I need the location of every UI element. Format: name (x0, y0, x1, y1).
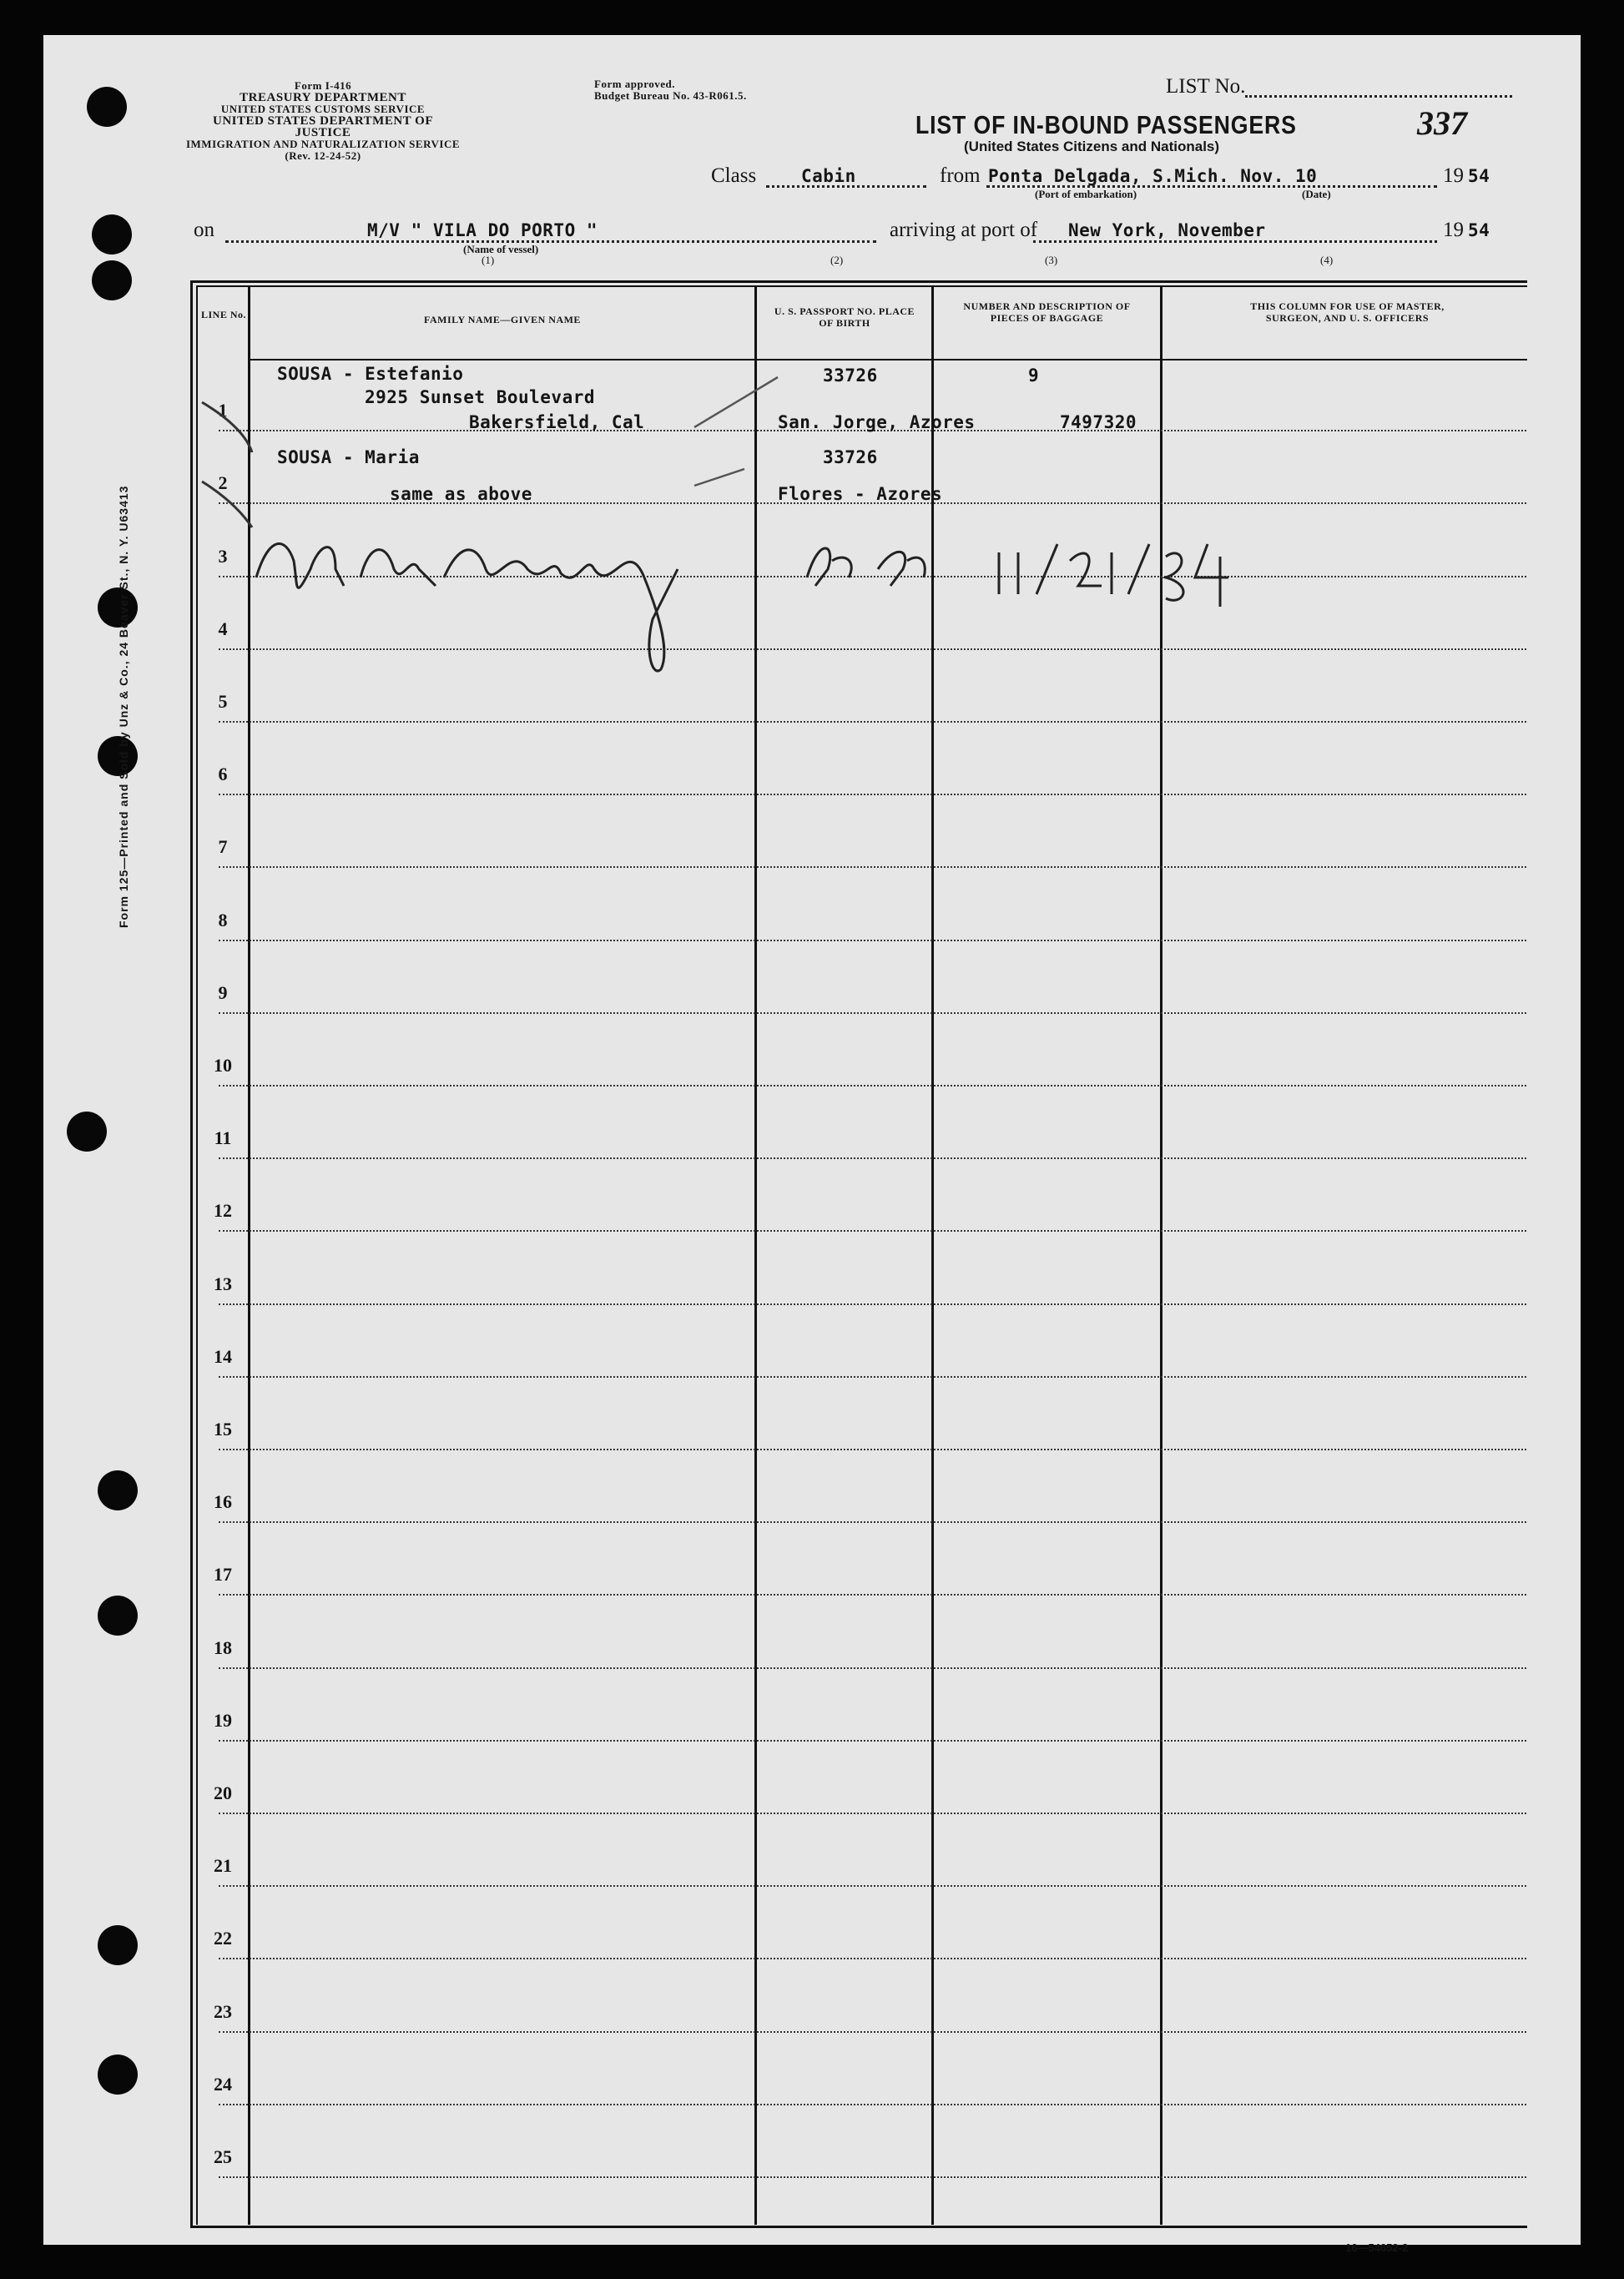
baggage-count: 9 (1028, 366, 1040, 386)
header-baggage: NUMBER AND DESCRIPTION OF PIECES OF BAGGAGE (963, 300, 1131, 324)
line-number: 10 (214, 1055, 232, 1076)
line-number: 23 (214, 2000, 232, 2022)
signature-date (999, 544, 1228, 607)
footer-code: 16—54652-2 (1345, 2241, 1409, 2254)
port-caption: (Port of embarkation) (1035, 188, 1137, 200)
pencil-tick (694, 377, 778, 427)
service-name: IMMIGRATION AND NATURALIZATION SERVICE (185, 138, 461, 150)
class-value: Cabin (801, 166, 856, 186)
pencil-checkmark (202, 482, 252, 527)
line-number: 9 (218, 981, 228, 1003)
header-passport: U. S. PASSPORT NO. PLACE OF BIRTH (774, 305, 915, 329)
vessel-name: M/V " VILA DO PORTO " (367, 220, 598, 240)
line-number: 19 (214, 1709, 232, 1731)
line-number: 6 (218, 764, 228, 785)
line-number: 2 (218, 472, 228, 494)
passenger-address: Bakersfield, Cal (469, 412, 645, 432)
arriving-label: arriving at port of (890, 219, 1038, 241)
column-index: (1) (482, 254, 495, 266)
year-value: 54 (1468, 166, 1490, 186)
passport-number: 33726 (823, 447, 878, 467)
department-name: TREASURY DEPARTMENT (240, 91, 406, 104)
form-number: Form I-416 (294, 79, 352, 92)
line-number: 8 (218, 909, 228, 930)
signature-stroke (256, 544, 678, 671)
line-number: 20 (214, 1782, 232, 1803)
year-prefix: 19 (1443, 164, 1464, 187)
vessel-caption: (Name of vessel) (463, 243, 539, 255)
pencil-checkmark (202, 402, 252, 452)
passport-number: 33726 (823, 366, 878, 386)
line-number: 25 (214, 2146, 232, 2167)
passenger-address: same as above (390, 484, 532, 504)
year-value: 54 (1468, 220, 1490, 240)
header-line-no: LINE No. (200, 309, 246, 320)
arrival-port: New York, November (1068, 220, 1266, 240)
pencil-tick (694, 469, 744, 486)
column-index: (4) (1320, 254, 1334, 266)
signature-stroke (807, 548, 925, 586)
header-officers-column: THIS COLUMN FOR USE OF MASTER, SURGEON, AND U. S. OFFICERS (1250, 300, 1445, 324)
place-of-birth: Flores - Azores (778, 484, 943, 504)
line-number: 4 (218, 618, 228, 639)
baggage-reference: 7497320 (1060, 412, 1137, 432)
from-value: Ponta Delgada, S.Mich. Nov. 10 (988, 166, 1318, 186)
service-name: UNITED STATES CUSTOMS SERVICE (220, 103, 426, 115)
passenger-name: SOUSA - Estefanio (277, 364, 464, 384)
approval-text: Form approved. (594, 78, 676, 90)
bureau-number: Budget Bureau No. 43-R061.5. (594, 89, 747, 102)
line-number: 22 (214, 1928, 232, 1949)
passenger-name: SOUSA - Maria (277, 447, 420, 467)
document-page (43, 35, 1581, 2254)
line-number: 11 (214, 1127, 232, 1149)
passenger-address: 2925 Sunset Boulevard (365, 387, 596, 407)
line-number: 16 (214, 1491, 232, 1513)
line-number: 14 (214, 1345, 232, 1367)
list-no-label: LIST No. (1166, 75, 1246, 98)
date-caption: (Date) (1302, 188, 1331, 200)
line-number: 24 (214, 2073, 232, 2095)
line-number: 13 (214, 1273, 232, 1294)
printer-side-text: Form 125—Printed and Sold by Unz & Co., 24 Beaver St., N. Y. U63413 (117, 485, 130, 928)
form-subtitle: (United States Citizens and Nationals) (964, 139, 1220, 154)
place-of-birth: San. Jorge, Azores (778, 412, 976, 432)
column-index: (3) (1045, 254, 1058, 266)
on-label: on (194, 219, 214, 241)
line-number: 7 (218, 836, 228, 858)
form-title: LIST OF IN-BOUND PASSENGERS (915, 110, 1297, 139)
list-number: 337 (1417, 104, 1467, 142)
class-label: Class (711, 164, 757, 187)
year-prefix: 19 (1443, 219, 1464, 241)
department-name: UNITED STATES DEPARTMENT OF JUSTICE (213, 114, 433, 139)
column-index: (2) (830, 254, 844, 266)
line-number: 17 (214, 1564, 232, 1586)
revision-date: (Rev. 12-24-52) (285, 149, 361, 162)
line-number: 5 (218, 691, 228, 712)
line-number: 21 (214, 1855, 232, 1877)
line-number: 1 (218, 400, 228, 421)
line-number: 12 (214, 1200, 232, 1222)
from-label: from (940, 164, 981, 187)
line-number: 18 (214, 1636, 232, 1658)
handwriting-layer (43, 35, 1581, 2245)
header-family-name: FAMILY NAME—GIVEN NAME (424, 314, 581, 325)
line-number: 3 (218, 545, 228, 567)
line-number: 15 (214, 1419, 232, 1440)
